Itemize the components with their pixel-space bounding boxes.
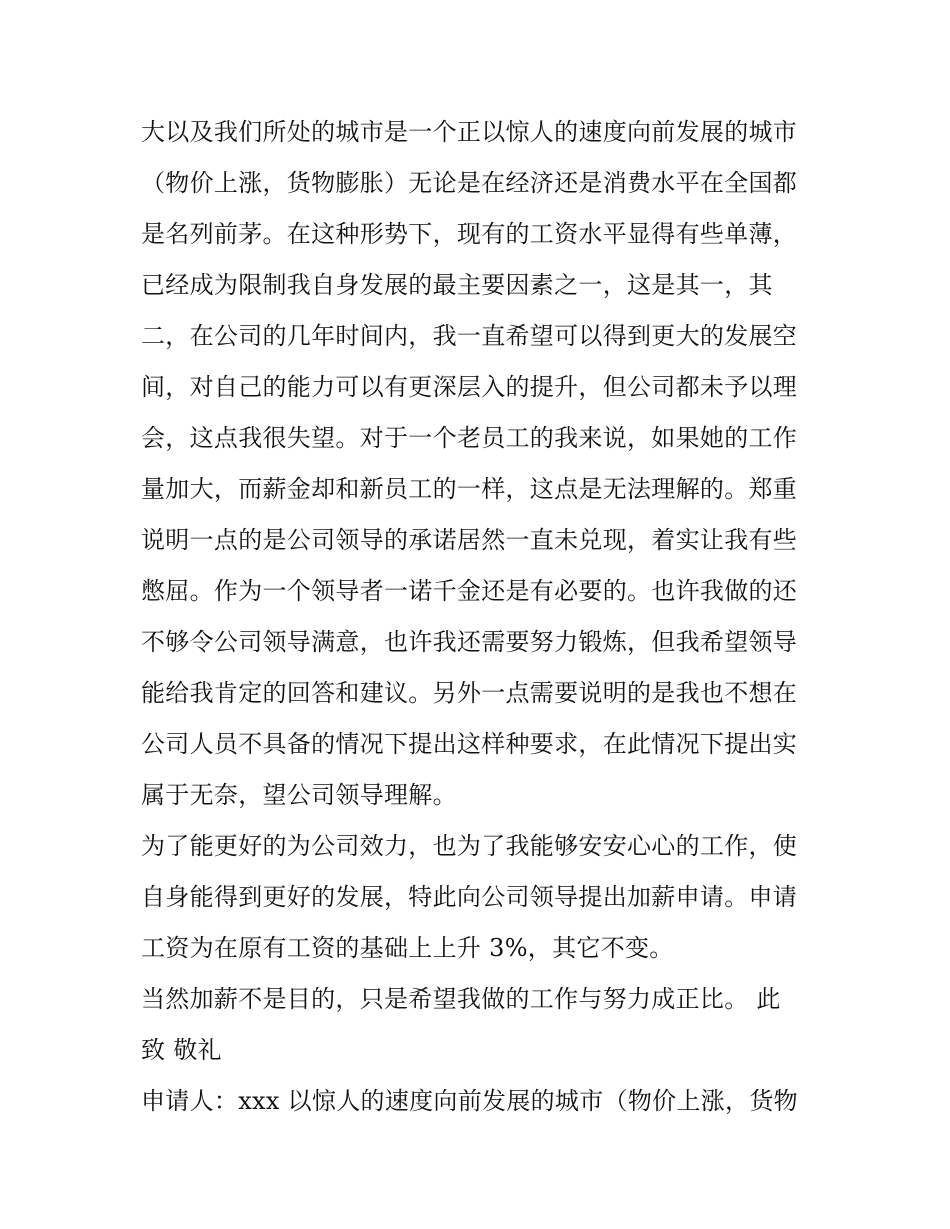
text-line: 致 敬礼 bbox=[141, 1036, 222, 1064]
text-line: 大以及我们所处的城市是一个正以惊人的速度向前发展的城市 bbox=[141, 118, 798, 146]
text-line: （物价上涨，货物膨胀）无论是在经济还是消费水平在全国都 bbox=[141, 169, 798, 197]
text-line: 当然加薪不是目的，只是希望我做的工作与努力成正比。 此 bbox=[141, 985, 781, 1013]
text-line: 不够令公司领导满意，也许我还需要努力锻炼，但我希望领导 bbox=[141, 628, 798, 656]
text-line: 自身能得到更好的发展，特此向公司领导提出加薪申请。申请 bbox=[141, 883, 798, 911]
text-line: 憋屈。作为一个领导者一诺千金还是有必要的。也许我做的还 bbox=[141, 577, 798, 605]
text-line: 是名列前茅。在这种形势下，现有的工资水平显得有些单薄， bbox=[141, 220, 798, 248]
text-line: 已经成为限制我自身发展的最主要因素之一，这是其一，其 bbox=[141, 271, 773, 299]
text-line: 二，在公司的几年时间内，我一直希望可以得到更大的发展空 bbox=[141, 322, 798, 350]
document-body bbox=[141, 107, 821, 1127]
text-line: 公司人员不具备的情况下提出这样种要求，在此情况下提出实 bbox=[141, 730, 798, 758]
text-line: 说明一点的是公司领导的承诺居然一直未兑现，着实让我有些 bbox=[141, 526, 798, 554]
text-line: 为了能更好的为公司效力，也为了我能够安安心心的工作，使 bbox=[141, 832, 798, 860]
text-line: 会，这点我很失望。对于一个老员工的我来说，如果她的工作 bbox=[141, 424, 798, 452]
text-line: 间，对自己的能力可以有更深层入的提升，但公司都未予以理 bbox=[141, 373, 798, 401]
text-line: 量加大，而薪金却和新员工的一样，这点是无法理解的。郑重 bbox=[141, 475, 798, 503]
text-line: 工资为在原有工资的基础上上升 3%，其它不变。 bbox=[141, 934, 674, 962]
text-line: 属于无奈，望公司领导理解。 bbox=[141, 781, 457, 809]
text-line: 能给我肯定的回答和建议。另外一点需要说明的是我也不想在 bbox=[141, 679, 798, 707]
text-line: 申请人：xxx 以惊人的速度向前发展的城市（物价上涨，货物 bbox=[141, 1087, 798, 1115]
